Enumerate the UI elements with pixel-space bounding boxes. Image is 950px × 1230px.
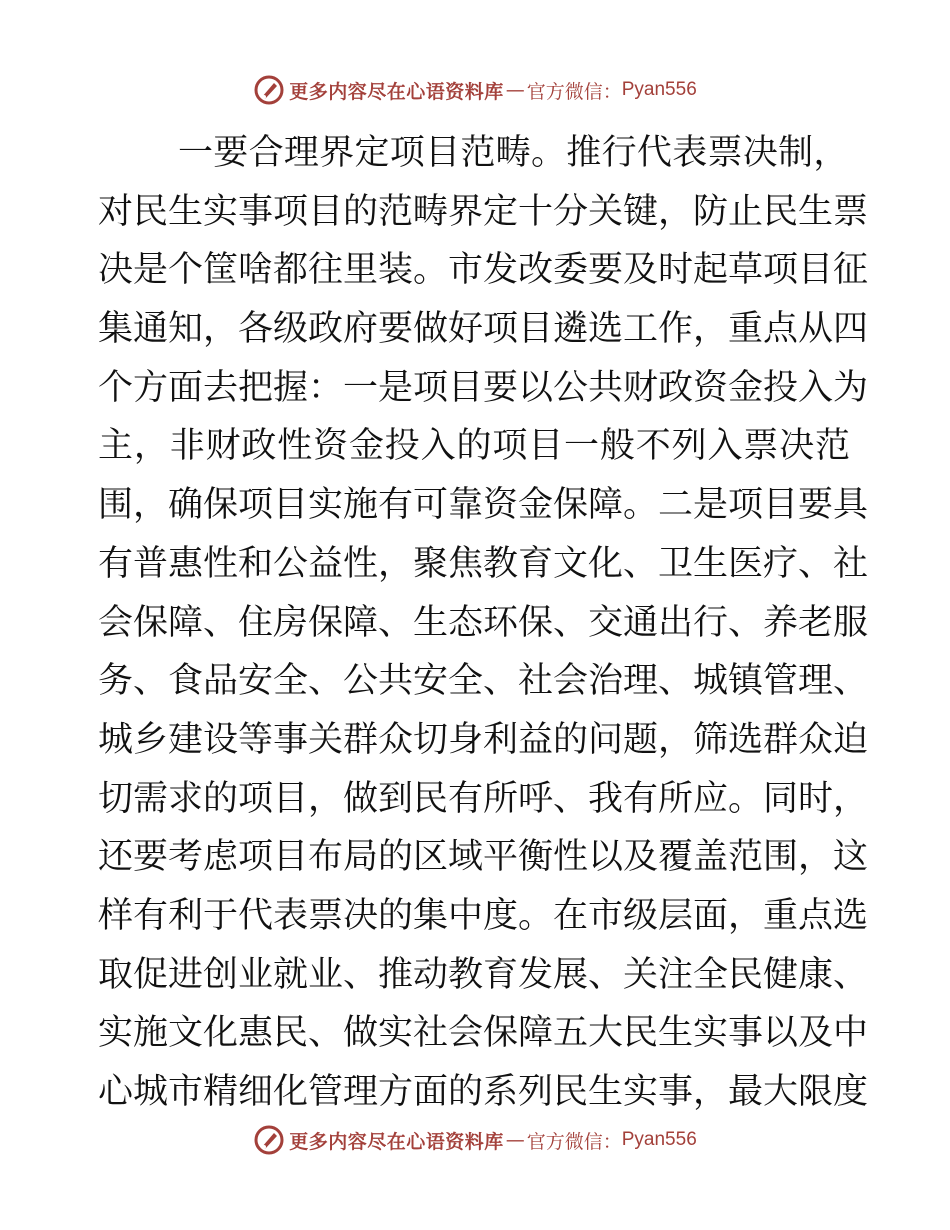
body-line: 样有利于代表票决的集中度。在市级层面，重点选 — [98, 895, 869, 936]
body-line: 决是个筐啥都往里装。市发改委要及时起草项目征 — [98, 250, 869, 291]
body-line: 集通知，各级政府要做好项目遴选工作，重点从四 — [98, 309, 869, 350]
watermark-wechat-label: 官方微信： — [526, 80, 622, 103]
watermark-dash: — — [505, 1129, 525, 1151]
body-line: 实施文化惠民、做实社会保障五大民生实事以及中 — [98, 1013, 869, 1054]
body-line: 还要考虑项目布局的区域平衡性以及覆盖范围，这 — [98, 837, 869, 878]
body-line: 一要合理界定项目范畴。推行代表票决制， — [178, 133, 849, 173]
header-watermark — [0, 70, 950, 110]
watermark-text: 更多内容尽在心语资料库 — [289, 80, 504, 103]
body-line: 对民生实事项目的范畴界定十分关键，防止民生票 — [98, 191, 869, 232]
watermark-dash: — — [505, 79, 525, 101]
watermark-text: 更多内容尽在心语资料库 — [289, 1130, 504, 1153]
footer-watermark — [0, 1120, 950, 1160]
body-line: 城乡建设等事关群众切身利益的问题，筛选群众迫 — [98, 719, 869, 760]
pen-seal-icon — [253, 74, 285, 106]
body-line: 个方面去把握：一是项目要以公共财政资金投入为 — [98, 367, 869, 408]
body-line: 围，确保项目实施有可靠资金保障。二是项目要具 — [98, 485, 869, 526]
body-line: 有普惠性和公益性，聚焦教育文化、卫生医疗、社 — [98, 543, 869, 584]
watermark-wechat-id: Pyan556 — [621, 1129, 697, 1150]
watermark-wechat-id: Pyan556 — [621, 79, 697, 100]
body-line: 主，非财政性资金投入的项目一般不列入票决范 — [98, 426, 850, 467]
document-body — [98, 124, 869, 1122]
body-line: 切需求的项目，做到民有所呼、我有所应。同时， — [98, 778, 869, 819]
body-line: 会保障、住房保障、生态环保、交通出行、养老服 — [98, 602, 869, 643]
pen-seal-icon — [253, 1124, 285, 1156]
body-line: 务、食品安全、公共安全、社会治理、城镇管理、 — [98, 661, 869, 702]
watermark-wechat-label: 官方微信： — [526, 1130, 622, 1153]
body-line: 心城市精细化管理方面的系列民生实事，最大限度 — [98, 1072, 869, 1112]
body-line: 取促进创业就业、推动教育发展、关注全民健康、 — [98, 954, 869, 995]
